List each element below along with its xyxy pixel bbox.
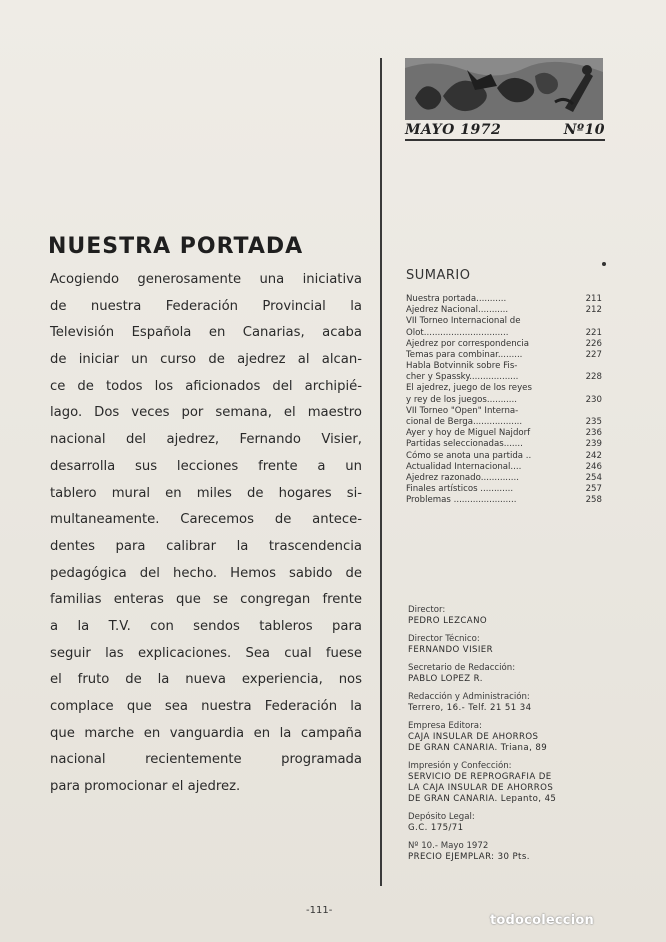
credit-entry [408,692,608,714]
credit-value: FERNANDO VISIER [408,645,493,655]
toc-entry-label: Habla Botvinnik sobre Fis- [406,361,518,372]
toc-entry-label: Cómo se anota una partida .. [406,450,532,461]
toc-entry [406,462,602,473]
article-line: tablero mural en miles de hogares si- [50,485,362,501]
article-line: complace que sea nuestra Federación la [50,699,362,714]
credit-value: CAJA INSULAR DE AHORROS [408,732,539,742]
toc-entry-label: VII Torneo "Open" Interna- [406,405,519,416]
article-line: lago. Dos veces por semana, el maestro [50,405,362,421]
page-number: -111- [306,905,333,916]
toc-entry-page: 230 [585,394,602,405]
logo-artwork-icon [405,58,603,120]
toc-entry-label: Ajedrez razonado.............. [406,472,519,483]
credit-value: PRECIO EJEMPLAR: 30 Pts. [408,852,530,862]
toc-entry-page: 258 [585,495,602,506]
toc-entry-page: 221 [585,327,602,338]
toc-entry-page: 242 [585,450,602,461]
credit-entry [408,663,608,685]
credit-value: DE GRAN CANARIA. Triana, 89 [408,743,548,753]
article-line: multaneamente. Carecemos de antece- [50,512,362,528]
toc-entry [406,361,602,372]
toc-entry-label: Olot............................... [406,327,509,338]
toc-entry-page: 257 [585,484,602,495]
toc-entry [406,484,602,495]
article-line: nacional recientemente programada [50,752,362,768]
article-title: NUESTRA PORTADA [48,234,304,259]
toc-entry-label: Temas para combinar......... [406,349,523,360]
toc-entry-page: 235 [585,417,602,428]
toc-entry [406,495,602,506]
toc-entry-label: cher y Spassky.................. [406,372,519,383]
toc-entry [406,372,602,383]
toc-entry [406,328,602,339]
toc-entry [406,395,602,406]
credit-label: Empresa Editora: [408,721,482,731]
article-line: de nuestra Federación Provincial la [50,298,362,314]
toc-entry [406,305,602,316]
credit-label: Director Técnico: [408,634,480,644]
credits-block [408,605,608,870]
toc-entry-label: El ajedrez, juego de los reyes [406,383,532,394]
credit-value: PABLO LOPEZ R. [408,674,483,684]
sumario-list [406,294,602,507]
toc-entry [406,428,602,439]
credit-label: Redacción y Administración: [408,692,530,702]
toc-entry-label: VII Torneo Internacional de [406,316,521,327]
credit-label: Director: [408,605,446,615]
toc-entry-label: Ajedrez por correspondencia [406,338,530,349]
toc-entry [406,417,602,428]
credit-value: Terrero, 16.- Telf. 21 51 34 [408,703,532,713]
toc-entry-label: Nuestra portada........... [406,293,507,304]
article-line: para promocionar el ajedrez. [50,779,241,795]
toc-entry-page: 227 [585,349,602,360]
toc-entry-label: cional de Berga.................. [406,417,523,428]
issue-month-year: MAYO 1972 [405,122,502,138]
credit-entry [408,605,608,627]
issue-number: Nº10 [563,122,605,138]
toc-entry-label: Finales artísticos ............ [406,484,514,495]
article-line: seguir las explicaciones. Sea cual fuese [50,645,362,661]
article-line: el fruto de la nueva experiencia, nos [50,672,362,688]
credit-value: LA CAJA INSULAR DE AHORROS [408,783,554,793]
toc-entry-page: 236 [585,428,602,439]
article-line: nacional del ajedrez, Fernando Visier, [50,432,362,448]
column-divider [380,58,382,886]
credit-entry [408,634,608,656]
article-line: Acogiendo generosamente una iniciativa [50,272,362,287]
article-line: dentes para calibrar la trascendencia [50,538,362,554]
toc-entry-label: Ajedrez Nacional........... [406,305,509,316]
article-line: de iniciar un curso de ajedrez al alcan- [50,352,362,368]
toc-entry [406,473,602,484]
credit-entry [408,812,608,834]
credit-value: PEDRO LEZCANO [408,616,488,626]
toc-entry-page: 212 [585,305,602,316]
toc-entry [406,406,602,417]
ink-dot [602,262,606,266]
credit-value: DE GRAN CANARIA. Lepanto, 45 [408,794,557,804]
article-body [50,267,362,801]
credit-value: SERVICIO DE REPROGRAFIA DE [408,772,552,782]
toc-entry [406,339,602,350]
credit-entry [408,761,608,805]
toc-entry [406,294,602,305]
credit-label: Secretario de Redacción: [408,663,516,673]
toc-entry-page: 211 [585,293,602,304]
toc-entry-page: 239 [585,439,602,450]
toc-entry [406,451,602,462]
watermark: todocoleccion [490,913,594,928]
toc-entry [406,350,602,361]
magazine-logo [405,58,603,120]
sumario-title: SUMARIO [406,268,471,283]
toc-entry-page: 228 [585,372,602,383]
article-line: que marche en vanguardia en la campaña [50,725,362,741]
toc-entry [406,384,602,395]
credit-label: Impresión y Confección: [408,761,512,771]
article-line: desarrolla sus lecciones frente a un [50,458,362,474]
toc-entry [406,316,602,327]
toc-entry-label: Partidas seleccionadas....... [406,439,523,450]
article-line: familias enteras que se congregan frente [50,592,362,608]
article-line: Televisión Española en Canarias, acaba [50,325,362,341]
credit-entry [408,721,608,754]
toc-entry-page: 246 [585,461,602,472]
toc-entry-label: Actualidad Internacional.... [406,461,522,472]
toc-entry-page: 254 [585,472,602,483]
toc-entry-label: y rey de los juegos........... [406,394,517,405]
toc-entry [406,439,602,450]
credit-value: G.C. 175/71 [408,823,464,833]
credit-label: Depósito Legal: [408,812,475,822]
credit-label: Nº 10.- Mayo 1972 [408,841,489,851]
article-line: pedagógica del hecho. Hemos sabido de [50,565,362,581]
article-line: ce de todos los aficionados del archipié- [50,378,362,394]
toc-entry-label: Problemas ....................... [406,495,517,506]
credit-entry [408,841,608,863]
issue-line [405,122,605,141]
article-line: a la T.V. con sendos tableros para [50,618,362,634]
toc-entry-page: 226 [585,338,602,349]
toc-entry-label: Ayer y hoy de Miguel Najdorf [406,428,531,439]
